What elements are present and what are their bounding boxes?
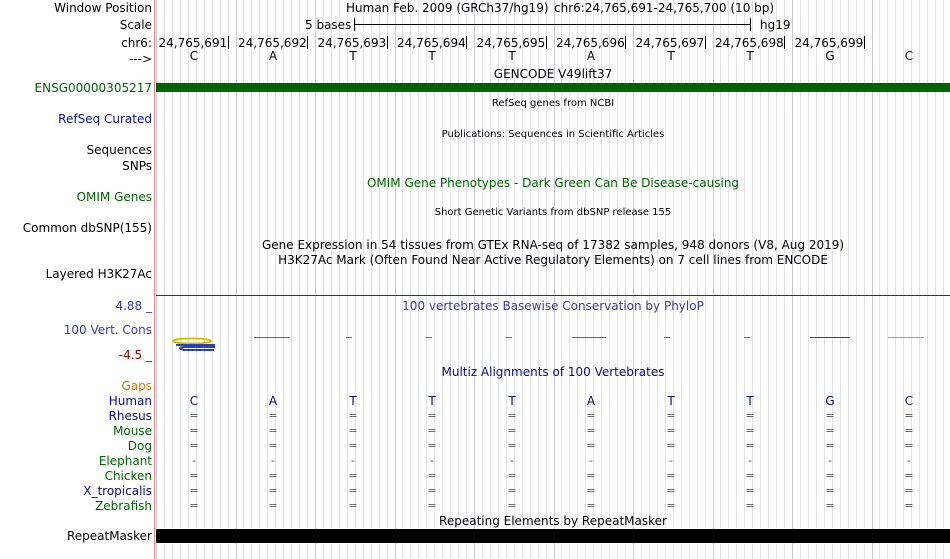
- alignment-cell: G: [825, 394, 835, 408]
- alignment-cell: -: [748, 454, 752, 467]
- alignment-cell: =: [586, 499, 596, 512]
- alignment-cell: -: [589, 454, 593, 467]
- alignment-cell: =: [189, 484, 199, 497]
- scale-text: 5 bases: [305, 18, 352, 32]
- alignment-cell: =: [745, 499, 755, 512]
- snps-track-label[interactable]: SNPs: [122, 159, 152, 173]
- alignment-cell: -: [907, 454, 911, 467]
- alignment-cell: C: [904, 394, 914, 408]
- alignment-cell: =: [745, 439, 755, 452]
- alignment-cell: =: [666, 439, 676, 452]
- ruler-coordinate-label: 24,765,697: [635, 36, 705, 50]
- cons-dash-2: [346, 337, 352, 338]
- alignment-cell: T: [746, 394, 754, 408]
- ruler-coordinate-label: 24,765,698: [715, 36, 784, 50]
- alignment-cell: C: [189, 394, 199, 408]
- ruler-coordinate-label: 24,765,692: [238, 36, 307, 50]
- alignment-cell: =: [268, 409, 278, 422]
- alignment-cell: =: [348, 424, 358, 437]
- alignment-cell: =: [507, 424, 517, 437]
- alignment-cell: =: [745, 469, 755, 482]
- glyph-yellow-ellipse: [173, 339, 211, 344]
- cons-dash-5: [572, 337, 606, 338]
- alignment-cell: -: [271, 454, 275, 467]
- alignment-cell: =: [904, 424, 914, 437]
- alignment-cell: =: [427, 484, 437, 497]
- phylop-max-label: 4.88 _: [115, 299, 152, 313]
- chr-label: chr6:: [121, 36, 152, 50]
- multiz-track-title: Multiz Alignments of 100 Vertebrates: [441, 365, 665, 379]
- alignment-cell: =: [507, 439, 517, 452]
- ruler-coordinate-label: 24,765,693: [317, 36, 387, 50]
- ruler-base: T: [746, 49, 754, 63]
- scale-label: Scale: [119, 18, 152, 32]
- window-position-label: Window Position: [54, 1, 152, 15]
- alignment-cell: =: [427, 409, 437, 422]
- ruler-base: A: [268, 49, 278, 63]
- phylop-tooltip-glyph: [170, 336, 220, 354]
- alignment-cell: =: [666, 424, 676, 437]
- cons-dash-7: [744, 337, 750, 338]
- species-label-dog: Dog: [127, 439, 152, 453]
- dbsnp-track-label[interactable]: Common dbSNP(155): [22, 221, 152, 235]
- alignment-cell: =: [507, 484, 517, 497]
- alignment-cell: =: [268, 439, 278, 452]
- ruler-base: T: [428, 49, 436, 63]
- alignment-cell: =: [586, 409, 596, 422]
- alignment-cell: =: [745, 484, 755, 497]
- refseq-track-label[interactable]: RefSeq Curated: [58, 112, 152, 126]
- alignment-cell: =: [507, 409, 517, 422]
- alignment-cell: =: [825, 409, 835, 422]
- arrow-label: --->: [128, 52, 152, 66]
- alignment-cell: =: [904, 469, 914, 482]
- alignment-cell: =: [904, 484, 914, 497]
- alignment-cell: =: [268, 499, 278, 512]
- alignment-cell: =: [348, 469, 358, 482]
- alignment-cell: =: [189, 409, 199, 422]
- alignment-cell: =: [666, 499, 676, 512]
- dbsnp-track-title: Short Genetic Variants from dbSNP release 155: [434, 207, 672, 218]
- alignment-cell: =: [268, 484, 278, 497]
- gencode-gene-label[interactable]: ENSG00000305217: [34, 81, 152, 95]
- alignment-cell: =: [348, 484, 358, 497]
- db-label: hg19: [760, 18, 791, 32]
- alignment-cell: T: [508, 394, 516, 408]
- ruler-coordinate-label: 24,765,696: [556, 36, 625, 50]
- sequences-track-label[interactable]: Sequences: [86, 143, 152, 157]
- cons-dash-4: [506, 337, 512, 338]
- assembly-title: Human Feb. 2009 (GRCh37/hg19): [346, 1, 549, 15]
- alignment-cell: =: [586, 469, 596, 482]
- ruler-coordinate-label: 24,765,691: [158, 36, 228, 50]
- alignment-cell: =: [427, 439, 437, 452]
- alignment-cell: -: [351, 454, 355, 467]
- alignment-cell: -: [192, 454, 196, 467]
- cons-dash-9: [888, 337, 924, 338]
- gtex-track-title: Gene Expression in 54 tissues from GTEx RNA-seq of 17382 samples, 948 donors (V8, Aug 2019): [261, 238, 845, 252]
- ruler-base: T: [349, 49, 357, 63]
- cons-dash-8: [810, 337, 850, 338]
- alignment-cell: =: [904, 499, 914, 512]
- alignment-cell: =: [586, 439, 596, 452]
- cons-dash-3: [426, 337, 432, 338]
- phylop-track-label[interactable]: 100 Vert. Cons: [63, 323, 152, 337]
- h3k27ac-track-title: H3K27Ac Mark (Often Found Near Active Regulatory Elements) on 7 cell lines from ENCODE: [278, 253, 828, 267]
- glyph-blue-shape: [176, 345, 214, 350]
- publications-track-title: Publications: Sequences in Scientific Articles: [441, 129, 665, 140]
- cons-dash-6: [664, 337, 670, 338]
- alignment-cell: =: [825, 439, 835, 452]
- species-label-chicken: Chicken: [104, 469, 152, 483]
- alignment-cell: =: [666, 484, 676, 497]
- omim-track-title: OMIM Gene Phenotypes - Dark Green Can Be Disease-causing: [366, 176, 740, 190]
- species-label-human: Human: [108, 394, 152, 408]
- alignment-cell: T: [349, 394, 357, 408]
- species-label-rhesus: Rhesus: [108, 409, 152, 423]
- alignment-cell: =: [427, 424, 437, 437]
- alignment-cell: =: [189, 469, 199, 482]
- alignment-cell: =: [825, 484, 835, 497]
- cons-dash-1: [254, 337, 290, 338]
- alignment-cell: T: [667, 394, 675, 408]
- species-label-elephant: Elephant: [98, 454, 152, 468]
- alignment-cell: =: [745, 424, 755, 437]
- alignment-cell: =: [745, 409, 755, 422]
- repeatmasker-track-title: Repeating Elements by RepeatMasker: [439, 514, 667, 528]
- alignment-cell: =: [427, 469, 437, 482]
- alignment-cell: A: [586, 394, 596, 408]
- species-label-zebrafish: Zebrafish: [95, 499, 152, 513]
- alignment-cell: =: [189, 439, 199, 452]
- position-readout: chr6:24,765,691-24,765,700 (10 bp): [554, 1, 775, 15]
- alignment-cell: =: [268, 469, 278, 482]
- omim-track-label[interactable]: OMIM Genes: [76, 190, 152, 204]
- repeatmasker-feature[interactable]: [156, 529, 950, 543]
- alignment-cell: =: [427, 499, 437, 512]
- ruler-coordinate-label: 24,765,694: [397, 36, 466, 50]
- alignment-cell: =: [348, 409, 358, 422]
- ruler-coordinate-label: 24,765,695: [476, 36, 546, 50]
- ruler-base: A: [586, 49, 596, 63]
- ruler-base: G: [825, 49, 835, 63]
- ruler-base: T: [508, 49, 516, 63]
- h3k27ac-track-label[interactable]: Layered H3K27Ac: [45, 267, 152, 281]
- species-label-x_tropicalis: X_tropicalis: [83, 484, 152, 498]
- alignment-cell: =: [825, 499, 835, 512]
- alignment-cell: =: [904, 409, 914, 422]
- gencode-track-title: GENCODE V49lift37: [493, 67, 613, 81]
- alignment-cell: =: [189, 499, 199, 512]
- phylop-min-label: -4.5 _: [118, 348, 152, 362]
- alignment-cell: =: [586, 424, 596, 437]
- alignment-cell: -: [669, 454, 673, 467]
- alignment-cell: =: [666, 469, 676, 482]
- ruler-coordinate-label: 24,765,699: [794, 36, 864, 50]
- alignment-cell: T: [428, 394, 436, 408]
- gaps-label[interactable]: Gaps: [121, 379, 152, 393]
- alignment-cell: =: [189, 424, 199, 437]
- ruler-base: T: [667, 49, 675, 63]
- alignment-cell: -: [510, 454, 514, 467]
- alignment-cell: =: [507, 469, 517, 482]
- repeatmasker-track-label[interactable]: RepeatMasker: [66, 529, 152, 543]
- alignment-cell: =: [348, 439, 358, 452]
- alignment-cell: -: [430, 454, 434, 467]
- alignment-cell: =: [586, 484, 596, 497]
- refseq-track-title: RefSeq genes from NCBI: [491, 98, 615, 109]
- alignment-cell: =: [268, 424, 278, 437]
- alignment-cell: =: [348, 499, 358, 512]
- alignment-cell: =: [666, 409, 676, 422]
- alignment-cell: -: [828, 454, 832, 467]
- ruler-base: C: [189, 49, 199, 63]
- alignment-cell: =: [825, 424, 835, 437]
- species-label-mouse: Mouse: [113, 424, 152, 438]
- alignment-cell: A: [268, 394, 278, 408]
- alignment-cell: =: [904, 439, 914, 452]
- ruler-base: C: [904, 49, 914, 63]
- alignment-cell: =: [507, 499, 517, 512]
- phylop-track-title: 100 vertebrates Basewise Conservation by PhyloP: [402, 299, 704, 313]
- alignment-cell: =: [825, 469, 835, 482]
